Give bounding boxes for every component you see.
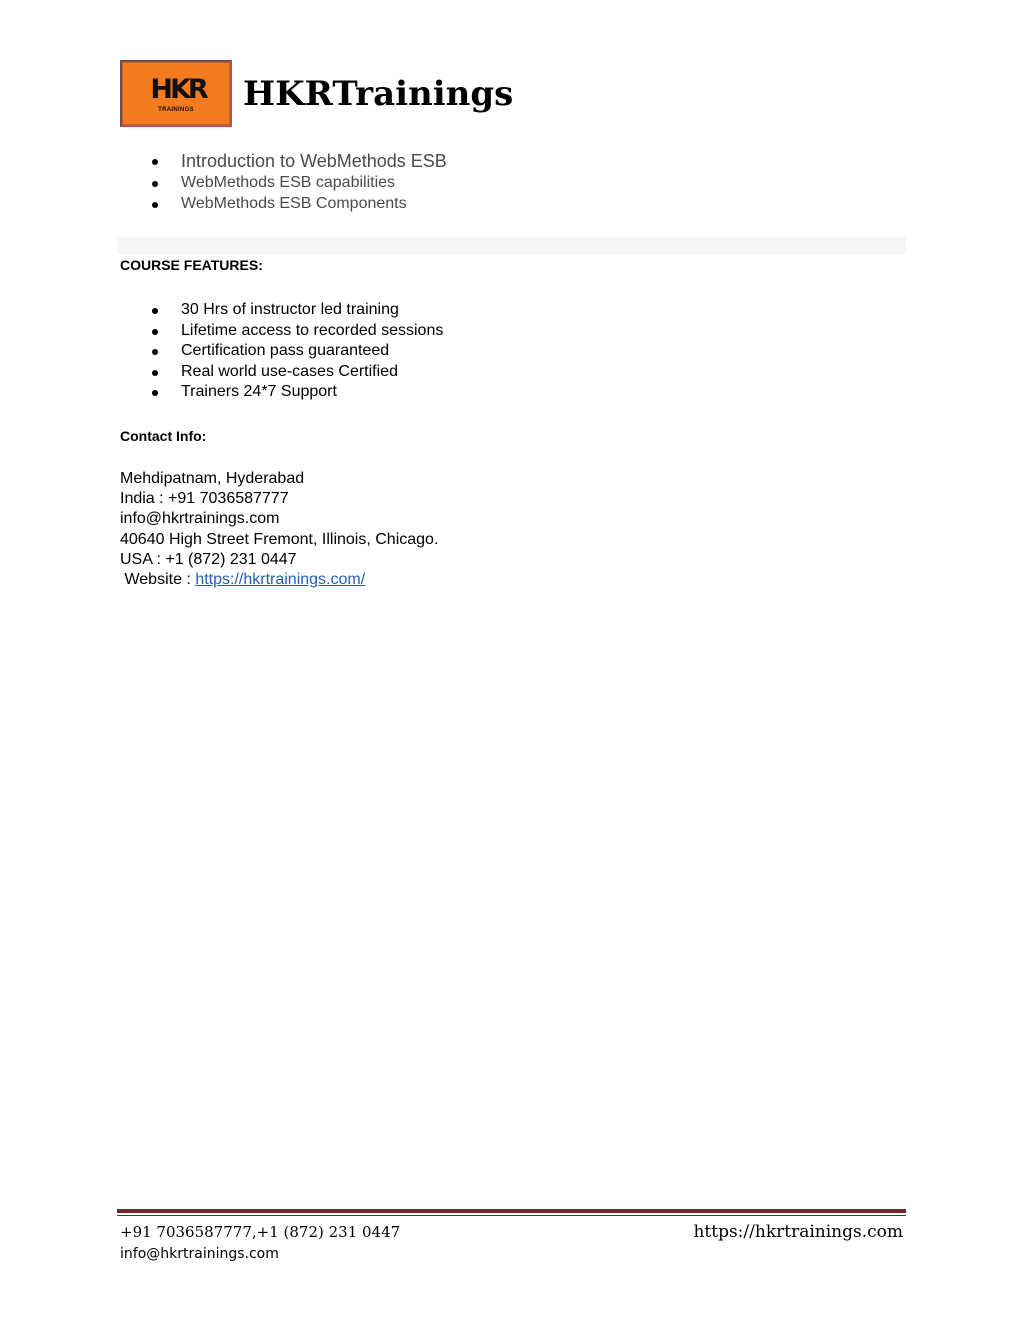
list-item: Introduction to WebMethods ESB xyxy=(150,150,447,173)
course-features-list xyxy=(150,300,443,403)
footer-email: info@hkrtrainings.com xyxy=(120,1246,279,1262)
contact-website-row xyxy=(120,570,438,590)
list-item: WebMethods ESB Components xyxy=(150,194,447,215)
footer-phones: +91 7036587777,+1 (872) 231 0447 xyxy=(120,1223,401,1241)
logo-subtext: TRAININGS xyxy=(158,107,194,113)
logo-text: HKR xyxy=(150,74,206,105)
brand-title: HKRTrainings xyxy=(243,74,514,114)
list-item: WebMethods ESB capabilities xyxy=(150,173,447,194)
contact-info-heading: Contact Info: xyxy=(120,428,207,444)
section-divider xyxy=(117,237,906,254)
footer-rule xyxy=(117,1209,906,1213)
contact-email: info@hkrtrainings.com xyxy=(120,510,280,528)
footer-url: https://hkrtrainings.com xyxy=(693,1222,903,1242)
contact-address: Mehdipatnam, Hyderabad xyxy=(120,470,305,487)
hkr-logo xyxy=(120,60,232,127)
list-item: Real world use-cases Certified xyxy=(150,362,443,383)
course-features-heading: COURSE FEATURES: xyxy=(120,257,263,273)
website-label: Website : xyxy=(124,571,191,589)
contact-us-address: 40640 High Street Fremont, Illinois, Chicago. xyxy=(120,530,439,548)
footer-rule-thin xyxy=(117,1215,906,1216)
website-link[interactable]: https://hkrtrainings.com/ xyxy=(195,571,366,589)
list-item: 30 Hrs of instructor led training xyxy=(150,300,443,321)
contact-usa-phone: USA : +1 (872) 231 0447 xyxy=(120,550,297,568)
contact-india-phone: India : +91 7036587777 xyxy=(120,490,289,508)
contact-block xyxy=(120,469,438,590)
topic-list xyxy=(150,150,447,214)
list-item: Trainers 24*7 Support xyxy=(150,382,443,403)
list-item: Certification pass guaranteed xyxy=(150,341,443,362)
list-item: Lifetime access to recorded sessions xyxy=(150,321,443,342)
